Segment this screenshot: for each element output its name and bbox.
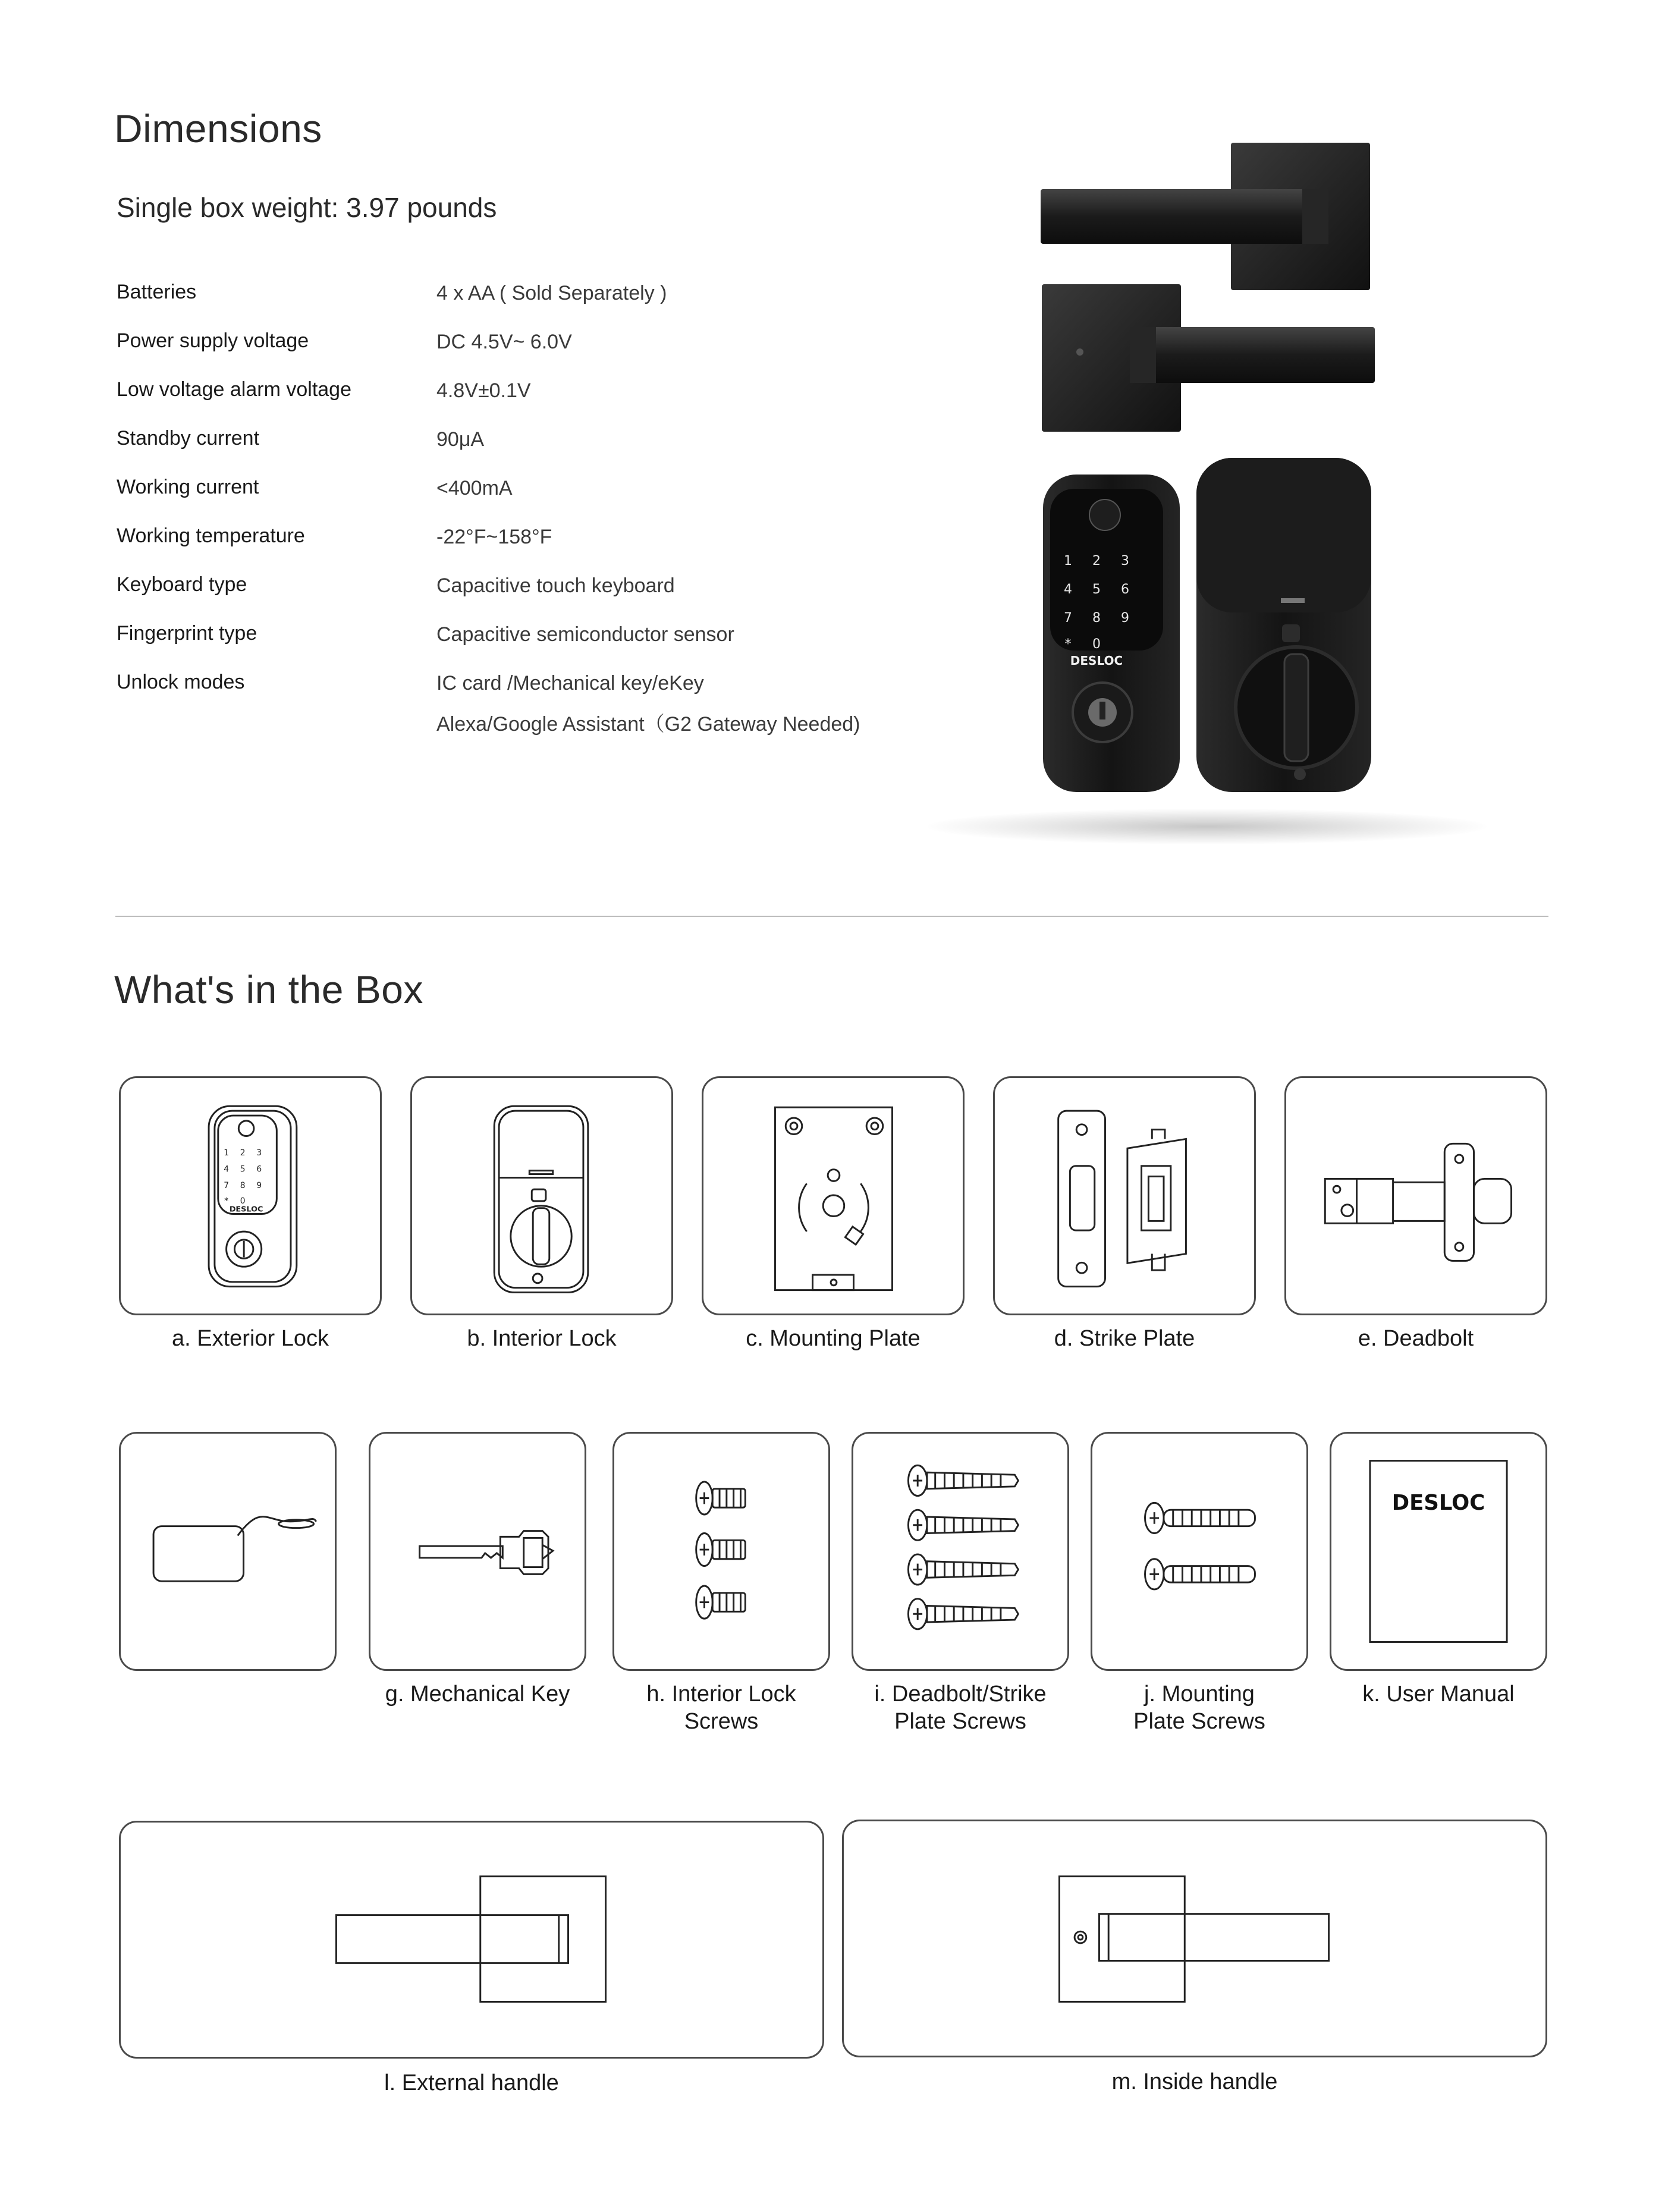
item-caption: m. Inside handle: [1111, 2069, 1278, 2094]
spec-label: Working current: [117, 476, 259, 498]
keypad-key: 5: [1092, 582, 1101, 597]
keypad-key: 4: [1064, 582, 1072, 597]
svg-text:3: 3: [256, 1148, 262, 1158]
keypad-key: 2: [1092, 554, 1101, 568]
deadbolt-strike-screws-drawing: [853, 1434, 1067, 1669]
spec-value: DC 4.5V~ 6.0V: [436, 331, 572, 353]
strike-plate-drawing: [995, 1078, 1254, 1314]
item-caption: d. Strike Plate: [1054, 1326, 1195, 1351]
keypad-key: 8: [1092, 611, 1101, 626]
spec-label: Standby current: [117, 427, 260, 450]
item-caption: a. Exterior Lock: [172, 1326, 329, 1351]
spec-value: IC card /Mechanical key/eKey: [436, 672, 704, 695]
item-card-mounting-plate: [702, 1076, 965, 1315]
item-card-mounting-plate-screws: [1091, 1432, 1308, 1671]
box-weight-label: Single box weight:: [117, 192, 339, 223]
item-card-interior-lock-screws: [612, 1432, 830, 1671]
mechanical-key-drawing: [370, 1434, 585, 1669]
svg-text:7: 7: [224, 1181, 230, 1191]
box-weight: [117, 191, 497, 224]
keypad-key: 1: [1064, 554, 1072, 568]
item-caption-line: i. Deadbolt/Strike: [874, 1682, 1047, 1707]
exterior-lock-drawing: [121, 1078, 380, 1314]
item-caption-line: Plate Screws: [894, 1709, 1026, 1734]
item-card-deadbolt-strike-screws: [852, 1432, 1069, 1671]
svg-text:9: 9: [256, 1181, 262, 1191]
mounting-plate-drawing: [703, 1078, 963, 1314]
spec-value: Capacitive semiconductor sensor: [436, 623, 734, 646]
user-manual-drawing: [1331, 1434, 1545, 1669]
item-card-inside-handle: [842, 1820, 1547, 2057]
item-caption: b. Interior Lock: [467, 1326, 617, 1351]
manual-brand: DESLOC: [1391, 1491, 1485, 1516]
spec-label: Batteries: [117, 281, 197, 303]
svg-text:4: 4: [224, 1164, 230, 1174]
screw-icon: [696, 1482, 746, 1515]
mounting-plate-screws-drawing: [1092, 1434, 1306, 1669]
spec-label: Low voltage alarm voltage: [117, 378, 352, 401]
spec-value: Capacitive touch keyboard: [436, 574, 675, 597]
item-card-external-handle: [119, 1821, 824, 2059]
keypad-key: 3: [1121, 554, 1129, 568]
keypad-key: 0: [1092, 637, 1101, 652]
item-caption: [1091, 1680, 1308, 1735]
item-card-interior-lock: [410, 1076, 673, 1315]
ic-card-drawing: [121, 1434, 335, 1669]
item-card-strike-plate: [993, 1076, 1256, 1315]
item-caption: e. Deadbolt: [1358, 1326, 1474, 1351]
item-caption: l. External handle: [384, 2070, 559, 2095]
spec-label: Unlock modes: [117, 671, 245, 693]
spec-label: Working temperature: [117, 524, 305, 547]
item-caption-line: Plate Screws: [1133, 1709, 1265, 1734]
item-caption-line: Screws: [684, 1709, 759, 1734]
svg-text:2: 2: [240, 1148, 246, 1158]
spec-label: Fingerprint type: [117, 622, 257, 645]
inside-handle-drawing: [844, 1821, 1545, 2056]
spec-value: 4 x AA ( Sold Separately ): [436, 282, 667, 304]
item-card-exterior-lock: [119, 1076, 382, 1315]
svg-text:*: *: [224, 1196, 229, 1206]
spec-value: 90μA: [436, 428, 485, 451]
spec-value: 4.8V±0.1V: [436, 379, 531, 402]
box-weight-value: 3.97 pounds: [346, 192, 497, 223]
item-caption: [852, 1680, 1069, 1735]
spec-value: <400mA: [436, 477, 513, 499]
svg-text:6: 6: [256, 1164, 262, 1174]
deadbolt-drawing: [1286, 1078, 1545, 1314]
item-card-mechanical-key: [369, 1432, 586, 1671]
keypad-key: *: [1064, 637, 1072, 652]
box-title: What's in the Box: [114, 967, 423, 1011]
item-caption-line: j. Mounting: [1144, 1682, 1255, 1707]
interior-lock-screws-drawing: [614, 1434, 828, 1669]
spec-value-second-line: Alexa/Google Assistant（G2 Gateway Needed): [436, 713, 860, 736]
svg-text:8: 8: [240, 1181, 246, 1191]
exterior-lock-brand: DESLOC: [229, 1205, 263, 1214]
svg-text:1: 1: [224, 1148, 230, 1158]
item-caption: c. Mounting Plate: [746, 1326, 921, 1351]
item-caption: k. User Manual: [1362, 1682, 1515, 1707]
keypad-key: 7: [1064, 611, 1072, 626]
item-caption: [612, 1680, 830, 1735]
item-card-deadbolt: [1284, 1076, 1547, 1315]
item-card-user-manual: [1330, 1432, 1547, 1671]
product-brand: DESLOC: [1070, 653, 1123, 668]
svg-text:0: 0: [240, 1196, 246, 1206]
svg-text:5: 5: [240, 1164, 246, 1174]
handle-photo: [1035, 137, 1380, 434]
dimensions-title: Dimensions: [114, 106, 322, 150]
spec-label: Keyboard type: [117, 573, 247, 596]
photo-shadow: [928, 809, 1487, 844]
item-caption: g. Mechanical Key: [385, 1682, 570, 1707]
keypad-key: 9: [1121, 611, 1129, 626]
external-handle-drawing: [121, 1823, 822, 2057]
keypad-key: 6: [1121, 582, 1129, 597]
spec-label: Power supply voltage: [117, 329, 309, 352]
lock-photo: [1035, 452, 1380, 797]
interior-lock-drawing: [412, 1078, 671, 1314]
section-divider: [115, 916, 1548, 917]
item-caption-line: h. Interior Lock: [646, 1682, 796, 1707]
spec-value: -22°F~158°F: [436, 526, 552, 548]
item-card-ic-card: [119, 1432, 337, 1671]
